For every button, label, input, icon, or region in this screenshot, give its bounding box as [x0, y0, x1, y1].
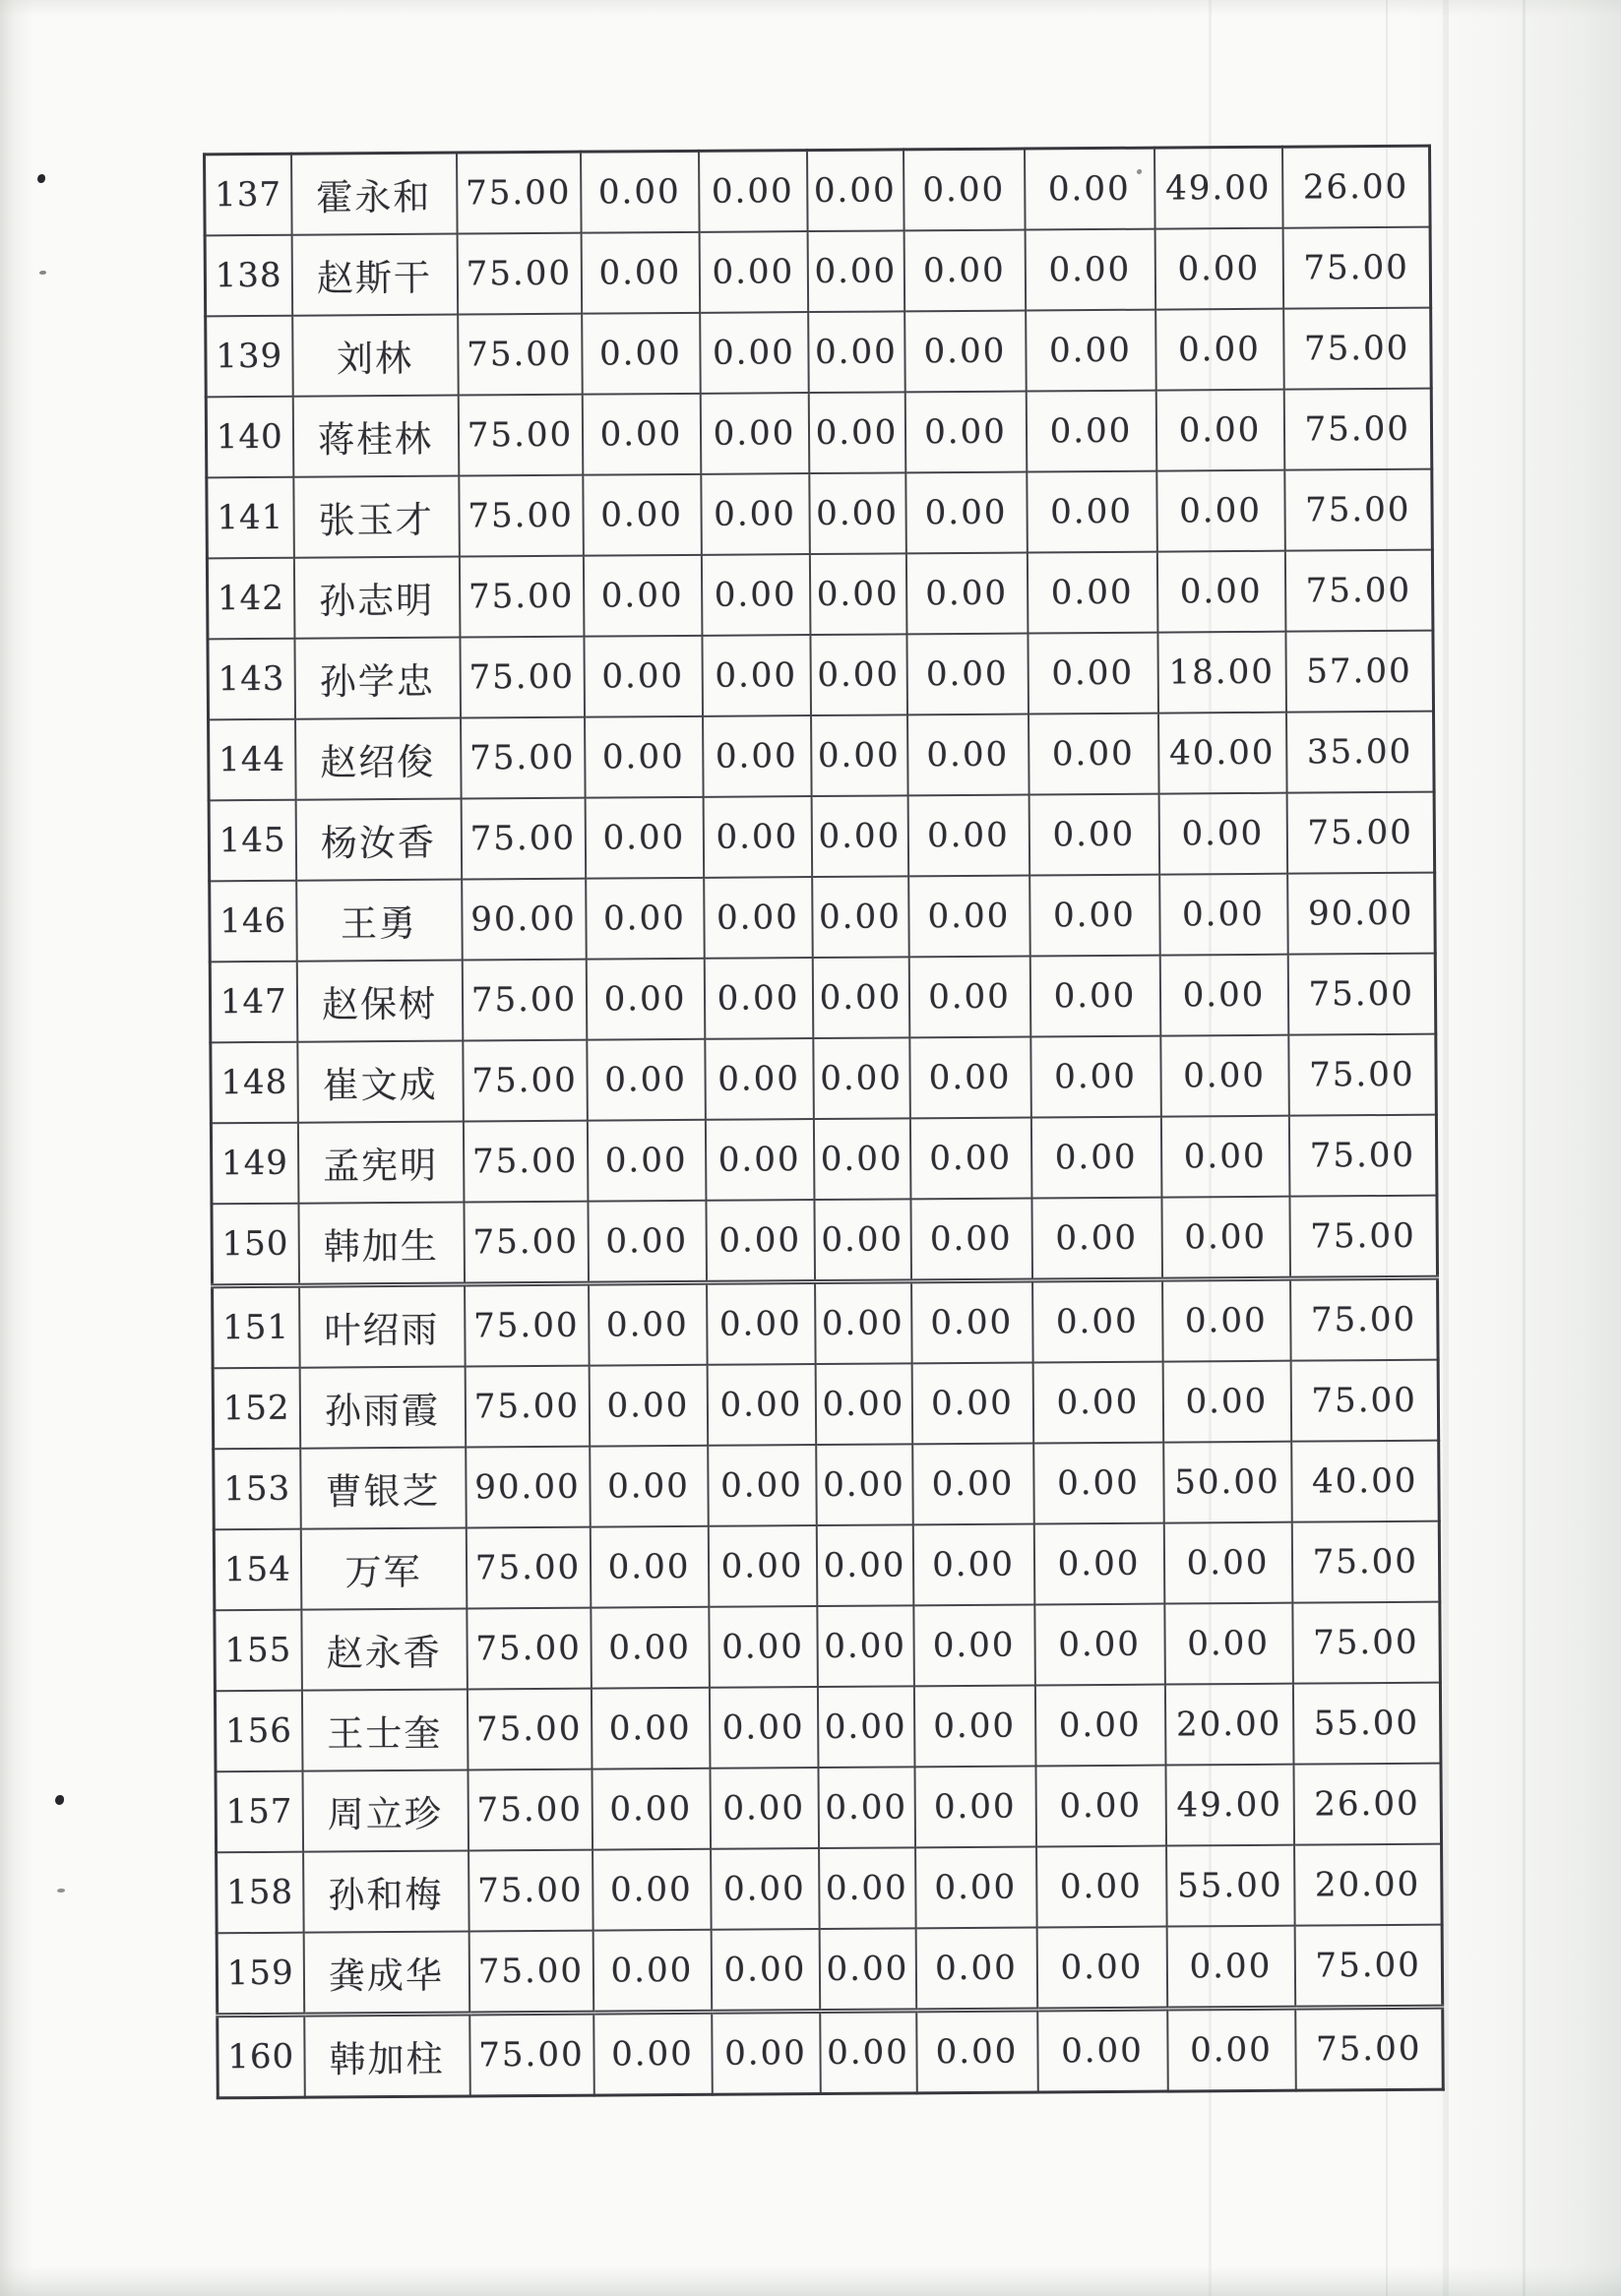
value-cell: 0.00 — [1032, 1279, 1163, 1362]
value-cell: 0.00 — [913, 1685, 1035, 1767]
value-cell: 0.00 — [811, 795, 908, 877]
value-cell: 0.00 — [592, 1849, 712, 1931]
row-number-cell: 159 — [217, 1933, 304, 2016]
row-number-cell: 144 — [209, 719, 296, 801]
table-row — [208, 631, 1434, 720]
value-cell: 0.00 — [1029, 875, 1160, 957]
name-cell: 张玉才 — [293, 476, 460, 558]
table-row — [206, 308, 1432, 398]
value-cell: 0.00 — [905, 472, 1028, 554]
value-cell: 0.00 — [1159, 874, 1288, 956]
value-cell: 0.00 — [1156, 551, 1285, 633]
table-row — [205, 227, 1431, 317]
value-cell: 0.00 — [914, 1766, 1036, 1847]
name-cell: 孙学忠 — [294, 638, 461, 719]
value-cell: 0.00 — [1027, 471, 1157, 553]
value-cell: 0.00 — [1158, 793, 1287, 875]
value-cell: 0.00 — [811, 714, 908, 796]
name-cell: 孙雨霞 — [299, 1367, 466, 1449]
table-row — [214, 1521, 1440, 1611]
value-cell: 0.00 — [700, 312, 809, 394]
value-cell: 55.00 — [1166, 1845, 1295, 1927]
value-cell: 0.00 — [1159, 955, 1288, 1036]
row-number-cell: 146 — [210, 881, 297, 962]
ink-speck — [37, 174, 45, 183]
value-cell: 0.00 — [1028, 633, 1158, 714]
table-row — [218, 2007, 1444, 2098]
value-cell: 0.00 — [816, 1524, 913, 1606]
value-cell: 0.00 — [585, 797, 704, 879]
value-cell: 75.00 — [458, 395, 583, 476]
value-cell: 75.00 — [1290, 1360, 1439, 1442]
value-cell: 75.00 — [468, 1931, 593, 2014]
table-row — [213, 1360, 1439, 1450]
value-cell: 0.00 — [808, 392, 905, 473]
value-cell: 75.00 — [469, 2013, 594, 2096]
value-cell: 0.00 — [1154, 228, 1283, 310]
value-cell: 0.00 — [1162, 1361, 1291, 1443]
value-cell: 75.00 — [467, 1608, 592, 1690]
value-cell: 0.00 — [1155, 390, 1284, 471]
name-cell: 孙志明 — [293, 557, 460, 639]
value-cell: 0.00 — [1026, 391, 1156, 472]
value-cell: 0.00 — [908, 876, 1030, 958]
name-cell: 万军 — [300, 1528, 467, 1610]
name-cell: 孙和梅 — [303, 1851, 469, 1933]
scan-streak — [1523, 0, 1526, 2296]
value-cell: 0.00 — [1026, 310, 1156, 392]
value-cell: 0.00 — [583, 474, 702, 556]
row-number-cell: 151 — [213, 1285, 300, 1368]
value-cell: 0.00 — [590, 1526, 709, 1608]
value-cell: 0.00 — [1027, 552, 1157, 634]
value-cell: 0.00 — [908, 957, 1030, 1038]
value-cell: 0.00 — [711, 1929, 820, 2012]
value-cell: 0.00 — [586, 878, 705, 960]
value-cell: 0.00 — [909, 1037, 1031, 1119]
value-cell: 90.00 — [1287, 873, 1436, 955]
value-cell: 18.00 — [1157, 632, 1286, 714]
name-cell: 王勇 — [296, 880, 463, 962]
name-cell: 周立珍 — [302, 1770, 468, 1852]
value-cell: 49.00 — [1165, 1765, 1294, 1846]
name-cell: 刘林 — [292, 315, 459, 397]
value-cell: 0.00 — [709, 1687, 818, 1769]
value-cell: 0.00 — [709, 1606, 818, 1688]
value-cell: 75.00 — [1282, 227, 1431, 309]
value-cell: 0.00 — [699, 151, 808, 232]
value-cell: 0.00 — [700, 393, 809, 474]
value-cell: 0.00 — [1031, 1198, 1162, 1280]
value-cell: 0.00 — [593, 2012, 713, 2095]
value-cell: 75.00 — [468, 1769, 592, 1851]
value-cell: 0.00 — [704, 958, 813, 1039]
value-cell: 0.00 — [581, 232, 700, 314]
name-cell: 韩加生 — [298, 1203, 465, 1286]
value-cell: 0.00 — [907, 795, 1029, 877]
value-cell: 75.00 — [467, 1689, 592, 1770]
value-cell: 75.00 — [461, 798, 586, 880]
row-number-cell: 154 — [214, 1529, 301, 1611]
value-cell: 75.00 — [1288, 1034, 1437, 1116]
value-cell: 0.00 — [1029, 794, 1159, 876]
value-cell: 75.00 — [458, 314, 583, 396]
value-cell: 0.00 — [904, 149, 1026, 230]
row-number-cell: 153 — [214, 1449, 301, 1530]
name-cell: 曹银芝 — [300, 1448, 467, 1529]
value-cell: 0.00 — [584, 636, 703, 717]
value-cell: 0.00 — [916, 2010, 1038, 2093]
value-cell: 75.00 — [1290, 1277, 1439, 1361]
value-cell: 0.00 — [910, 1199, 1032, 1281]
row-number-cell: 142 — [207, 558, 294, 640]
row-number-cell: 137 — [205, 154, 292, 235]
value-cell: 75.00 — [1292, 1602, 1441, 1684]
value-cell: 0.00 — [1161, 1197, 1290, 1279]
value-cell: 75.00 — [457, 233, 582, 315]
value-cell: 0.00 — [812, 957, 909, 1038]
value-cell: 75.00 — [468, 1850, 593, 1932]
name-cell: 杨汝香 — [295, 799, 462, 881]
name-cell: 叶绍雨 — [299, 1284, 466, 1368]
value-cell: 0.00 — [813, 1118, 910, 1200]
value-cell: 0.00 — [904, 311, 1027, 393]
value-cell: 55.00 — [1292, 1683, 1441, 1765]
value-cell: 75.00 — [1289, 1196, 1438, 1279]
value-cell: 0.00 — [809, 553, 906, 635]
value-cell: 75.00 — [1288, 1115, 1437, 1197]
value-cell: 0.00 — [1029, 956, 1160, 1037]
table-row — [206, 389, 1432, 478]
table-row — [212, 1196, 1438, 1286]
value-cell: 0.00 — [1167, 2008, 1296, 2091]
value-cell: 0.00 — [585, 716, 704, 798]
row-number-cell: 158 — [217, 1852, 304, 1934]
value-cell: 75.00 — [463, 1040, 588, 1122]
table-row — [214, 1441, 1440, 1530]
value-cell: 0.00 — [817, 1605, 914, 1687]
value-cell: 0.00 — [915, 1927, 1037, 2010]
name-cell: 龚成华 — [303, 1932, 469, 2016]
value-cell: 40.00 — [1158, 713, 1287, 794]
ink-speck — [57, 1889, 65, 1893]
value-cell: 0.00 — [1034, 1685, 1165, 1767]
value-cell: 35.00 — [1286, 712, 1435, 793]
name-cell: 王士奎 — [301, 1690, 468, 1771]
value-cell: 0.00 — [581, 151, 700, 232]
value-cell: 0.00 — [707, 1364, 816, 1446]
value-cell: 0.00 — [589, 1365, 708, 1447]
value-cell: 0.00 — [703, 796, 812, 878]
value-cell: 0.00 — [906, 634, 1029, 715]
value-cell: 0.00 — [703, 715, 812, 797]
name-cell: 赵保树 — [296, 961, 463, 1042]
value-cell: 0.00 — [809, 472, 906, 554]
value-cell: 75.00 — [466, 1527, 591, 1609]
table-row — [217, 1844, 1443, 1934]
value-cell: 0.00 — [915, 1846, 1037, 1928]
value-cell: 75.00 — [465, 1283, 590, 1366]
value-cell: 0.00 — [913, 1604, 1035, 1686]
value-cell: 0.00 — [1156, 470, 1285, 552]
table-row — [207, 550, 1433, 640]
value-cell: 0.00 — [1032, 1362, 1163, 1444]
value-cell: 57.00 — [1285, 631, 1434, 713]
value-cell: 0.00 — [807, 230, 904, 312]
value-cell: 0.00 — [701, 473, 810, 555]
table-row — [217, 1925, 1443, 2016]
value-cell: 0.00 — [1155, 309, 1284, 391]
value-cell: 26.00 — [1281, 146, 1430, 228]
value-cell: 0.00 — [592, 1930, 712, 2013]
value-cell: 0.00 — [818, 1767, 915, 1848]
table-row — [205, 146, 1431, 235]
value-cell: 0.00 — [705, 1038, 814, 1120]
value-cell: 0.00 — [712, 2012, 821, 2095]
row-number-cell: 145 — [209, 800, 296, 882]
table-row — [210, 954, 1436, 1043]
value-cell: 49.00 — [1154, 147, 1283, 228]
ink-speck — [55, 1795, 64, 1805]
value-cell: 75.00 — [459, 475, 584, 557]
value-cell: 75.00 — [462, 960, 587, 1041]
value-cell: 75.00 — [1283, 389, 1432, 470]
value-cell: 0.00 — [583, 555, 702, 637]
value-cell: 0.00 — [1030, 1036, 1161, 1118]
name-cell: 孟宪明 — [297, 1122, 464, 1204]
value-cell: 0.00 — [1164, 1603, 1293, 1685]
value-cell: 0.00 — [708, 1525, 817, 1607]
row-number-cell: 147 — [210, 962, 297, 1043]
value-cell: 0.00 — [814, 1199, 911, 1281]
value-cell: 0.00 — [909, 1118, 1031, 1200]
value-cell: 75.00 — [1284, 469, 1433, 551]
value-cell: 0.00 — [815, 1281, 912, 1364]
value-cell: 20.00 — [1294, 1844, 1443, 1926]
value-cell: 0.00 — [817, 1686, 914, 1768]
name-cell: 赵绍俊 — [295, 718, 462, 800]
value-cell: 0.00 — [1036, 1927, 1167, 2010]
value-cell: 0.00 — [587, 1039, 706, 1121]
value-cell: 0.00 — [704, 877, 813, 959]
value-cell: 0.00 — [813, 1037, 910, 1119]
name-cell: 蒋桂林 — [292, 396, 459, 477]
value-cell: 75.00 — [460, 637, 585, 718]
row-number-cell: 152 — [213, 1368, 300, 1450]
scan-streak — [1443, 0, 1449, 2296]
roster-table — [203, 145, 1445, 2100]
value-cell: 75.00 — [1284, 550, 1433, 632]
row-number-cell: 140 — [206, 397, 293, 478]
value-cell: 0.00 — [701, 554, 810, 636]
row-number-cell: 157 — [216, 1771, 303, 1853]
row-number-cell: 139 — [206, 316, 293, 398]
table-row — [215, 1602, 1441, 1692]
value-cell: 75.00 — [1291, 1521, 1440, 1603]
value-cell: 0.00 — [591, 1607, 710, 1689]
value-cell: 0.00 — [1036, 1846, 1167, 1928]
value-cell: 0.00 — [807, 150, 904, 231]
value-cell: 0.00 — [1166, 1926, 1295, 2009]
value-cell: 0.00 — [710, 1768, 819, 1849]
value-cell: 0.00 — [706, 1200, 815, 1282]
table-row — [211, 1034, 1437, 1124]
value-cell: 0.00 — [1033, 1523, 1164, 1605]
name-cell: 赵斯干 — [291, 234, 458, 316]
value-cell: 0.00 — [1033, 1443, 1164, 1524]
name-cell: 韩加柱 — [304, 2014, 470, 2097]
value-cell: 0.00 — [911, 1280, 1033, 1363]
value-cell: 0.00 — [711, 1848, 820, 1930]
value-cell: 0.00 — [582, 313, 701, 395]
value-cell: 75.00 — [464, 1202, 589, 1284]
value-cell: 0.00 — [708, 1445, 817, 1526]
value-cell: 0.00 — [1035, 1766, 1166, 1847]
table-row — [215, 1683, 1441, 1772]
value-cell: 0.00 — [905, 553, 1028, 635]
value-cell: 0.00 — [591, 1688, 710, 1769]
value-cell: 0.00 — [1160, 1116, 1289, 1198]
table-row — [216, 1764, 1442, 1853]
row-number-cell: 160 — [218, 2015, 305, 2098]
name-cell: 崔文成 — [297, 1041, 464, 1123]
value-cell: 75.00 — [1295, 2007, 1444, 2090]
value-cell: 26.00 — [1293, 1764, 1442, 1845]
value-cell: 0.00 — [1160, 1035, 1289, 1117]
value-cell: 75.00 — [463, 1121, 588, 1203]
roster-table-body — [205, 146, 1444, 2098]
name-cell: 赵永香 — [301, 1609, 468, 1691]
value-cell: 0.00 — [705, 1119, 814, 1201]
table-row — [207, 469, 1433, 559]
value-cell: 90.00 — [462, 879, 587, 961]
row-number-cell: 149 — [211, 1123, 298, 1205]
row-number-cell: 141 — [207, 477, 294, 559]
value-cell: 0.00 — [1025, 229, 1155, 311]
value-cell: 0.00 — [912, 1443, 1034, 1524]
value-cell: 0.00 — [702, 635, 811, 716]
table-row — [213, 1277, 1439, 1368]
value-cell: 75.00 — [461, 717, 586, 799]
value-cell: 75.00 — [1283, 308, 1432, 390]
row-number-cell: 143 — [208, 639, 295, 720]
value-cell: 0.00 — [812, 876, 909, 958]
row-number-cell: 155 — [215, 1610, 302, 1692]
value-cell: 0.00 — [586, 959, 705, 1040]
row-number-cell: 150 — [212, 1204, 299, 1286]
name-cell: 霍永和 — [291, 153, 458, 235]
value-cell: 0.00 — [820, 2011, 917, 2094]
value-cell: 0.00 — [904, 392, 1027, 473]
ink-speck — [39, 271, 46, 275]
value-cell: 0.00 — [1030, 1117, 1161, 1199]
value-cell: 0.00 — [907, 714, 1029, 796]
value-cell: 0.00 — [1162, 1278, 1291, 1361]
value-cell: 0.00 — [819, 1928, 916, 2011]
value-cell: 90.00 — [466, 1447, 591, 1528]
value-cell: 0.00 — [904, 230, 1026, 312]
roster-table-container — [203, 145, 1445, 2100]
value-cell: 0.00 — [592, 1769, 711, 1850]
row-number-cell: 148 — [211, 1042, 298, 1124]
table-row — [209, 712, 1435, 801]
table-row — [209, 792, 1435, 882]
value-cell: 0.00 — [588, 1201, 707, 1283]
value-cell: 0.00 — [815, 1363, 912, 1445]
value-cell: 0.00 — [590, 1446, 709, 1527]
value-cell: 75.00 — [465, 1366, 590, 1448]
value-cell: 0.00 — [589, 1282, 708, 1365]
value-cell: 0.00 — [816, 1444, 913, 1525]
value-cell: 0.00 — [819, 1847, 916, 1929]
value-cell: 0.00 — [1163, 1522, 1292, 1604]
value-cell: 0.00 — [1029, 714, 1159, 795]
value-cell: 40.00 — [1291, 1441, 1440, 1522]
value-cell: 20.00 — [1164, 1684, 1293, 1766]
value-cell: 75.00 — [1287, 954, 1436, 1035]
value-cell: 0.00 — [1034, 1604, 1165, 1686]
value-cell: 50.00 — [1163, 1442, 1292, 1523]
value-cell: 0.00 — [1025, 148, 1155, 229]
table-row — [211, 1115, 1437, 1205]
value-cell: 0.00 — [810, 634, 907, 715]
row-number-cell: 156 — [215, 1691, 302, 1772]
value-cell: 0.00 — [587, 1120, 706, 1202]
value-cell: 0.00 — [582, 394, 701, 475]
value-cell: 0.00 — [699, 231, 808, 313]
value-cell: 75.00 — [1294, 1925, 1443, 2009]
value-cell: 75.00 — [1286, 792, 1435, 874]
value-cell: 75.00 — [457, 152, 582, 233]
table-row — [210, 873, 1436, 962]
row-number-cell: 138 — [205, 235, 292, 317]
value-cell: 0.00 — [808, 311, 905, 393]
value-cell: 0.00 — [911, 1363, 1033, 1445]
value-cell: 0.00 — [707, 1282, 816, 1365]
value-cell: 0.00 — [1037, 2009, 1168, 2092]
value-cell: 75.00 — [459, 556, 584, 638]
value-cell: 0.00 — [912, 1523, 1034, 1605]
